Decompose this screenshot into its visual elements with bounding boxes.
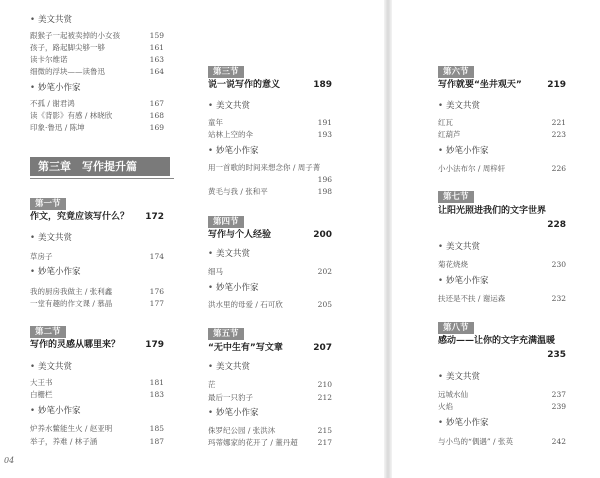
section-label: 第四节: [208, 216, 244, 228]
section-label: 第一节: [30, 198, 66, 210]
section-label: 第三节: [208, 66, 244, 78]
chapter-divider: [30, 178, 174, 179]
section-label: 第二节: [30, 326, 66, 338]
section-label: 第五节: [208, 328, 244, 340]
page-number: 04: [4, 456, 15, 465]
section-label: 第六节: [438, 66, 474, 78]
section-label: 第七节: [438, 191, 474, 203]
chapter-banner[interactable]: 第三章 写作提升篇: [30, 157, 170, 176]
book-gutter: [384, 0, 392, 478]
right-page: [392, 0, 600, 478]
section-label: 第八节: [438, 322, 474, 334]
